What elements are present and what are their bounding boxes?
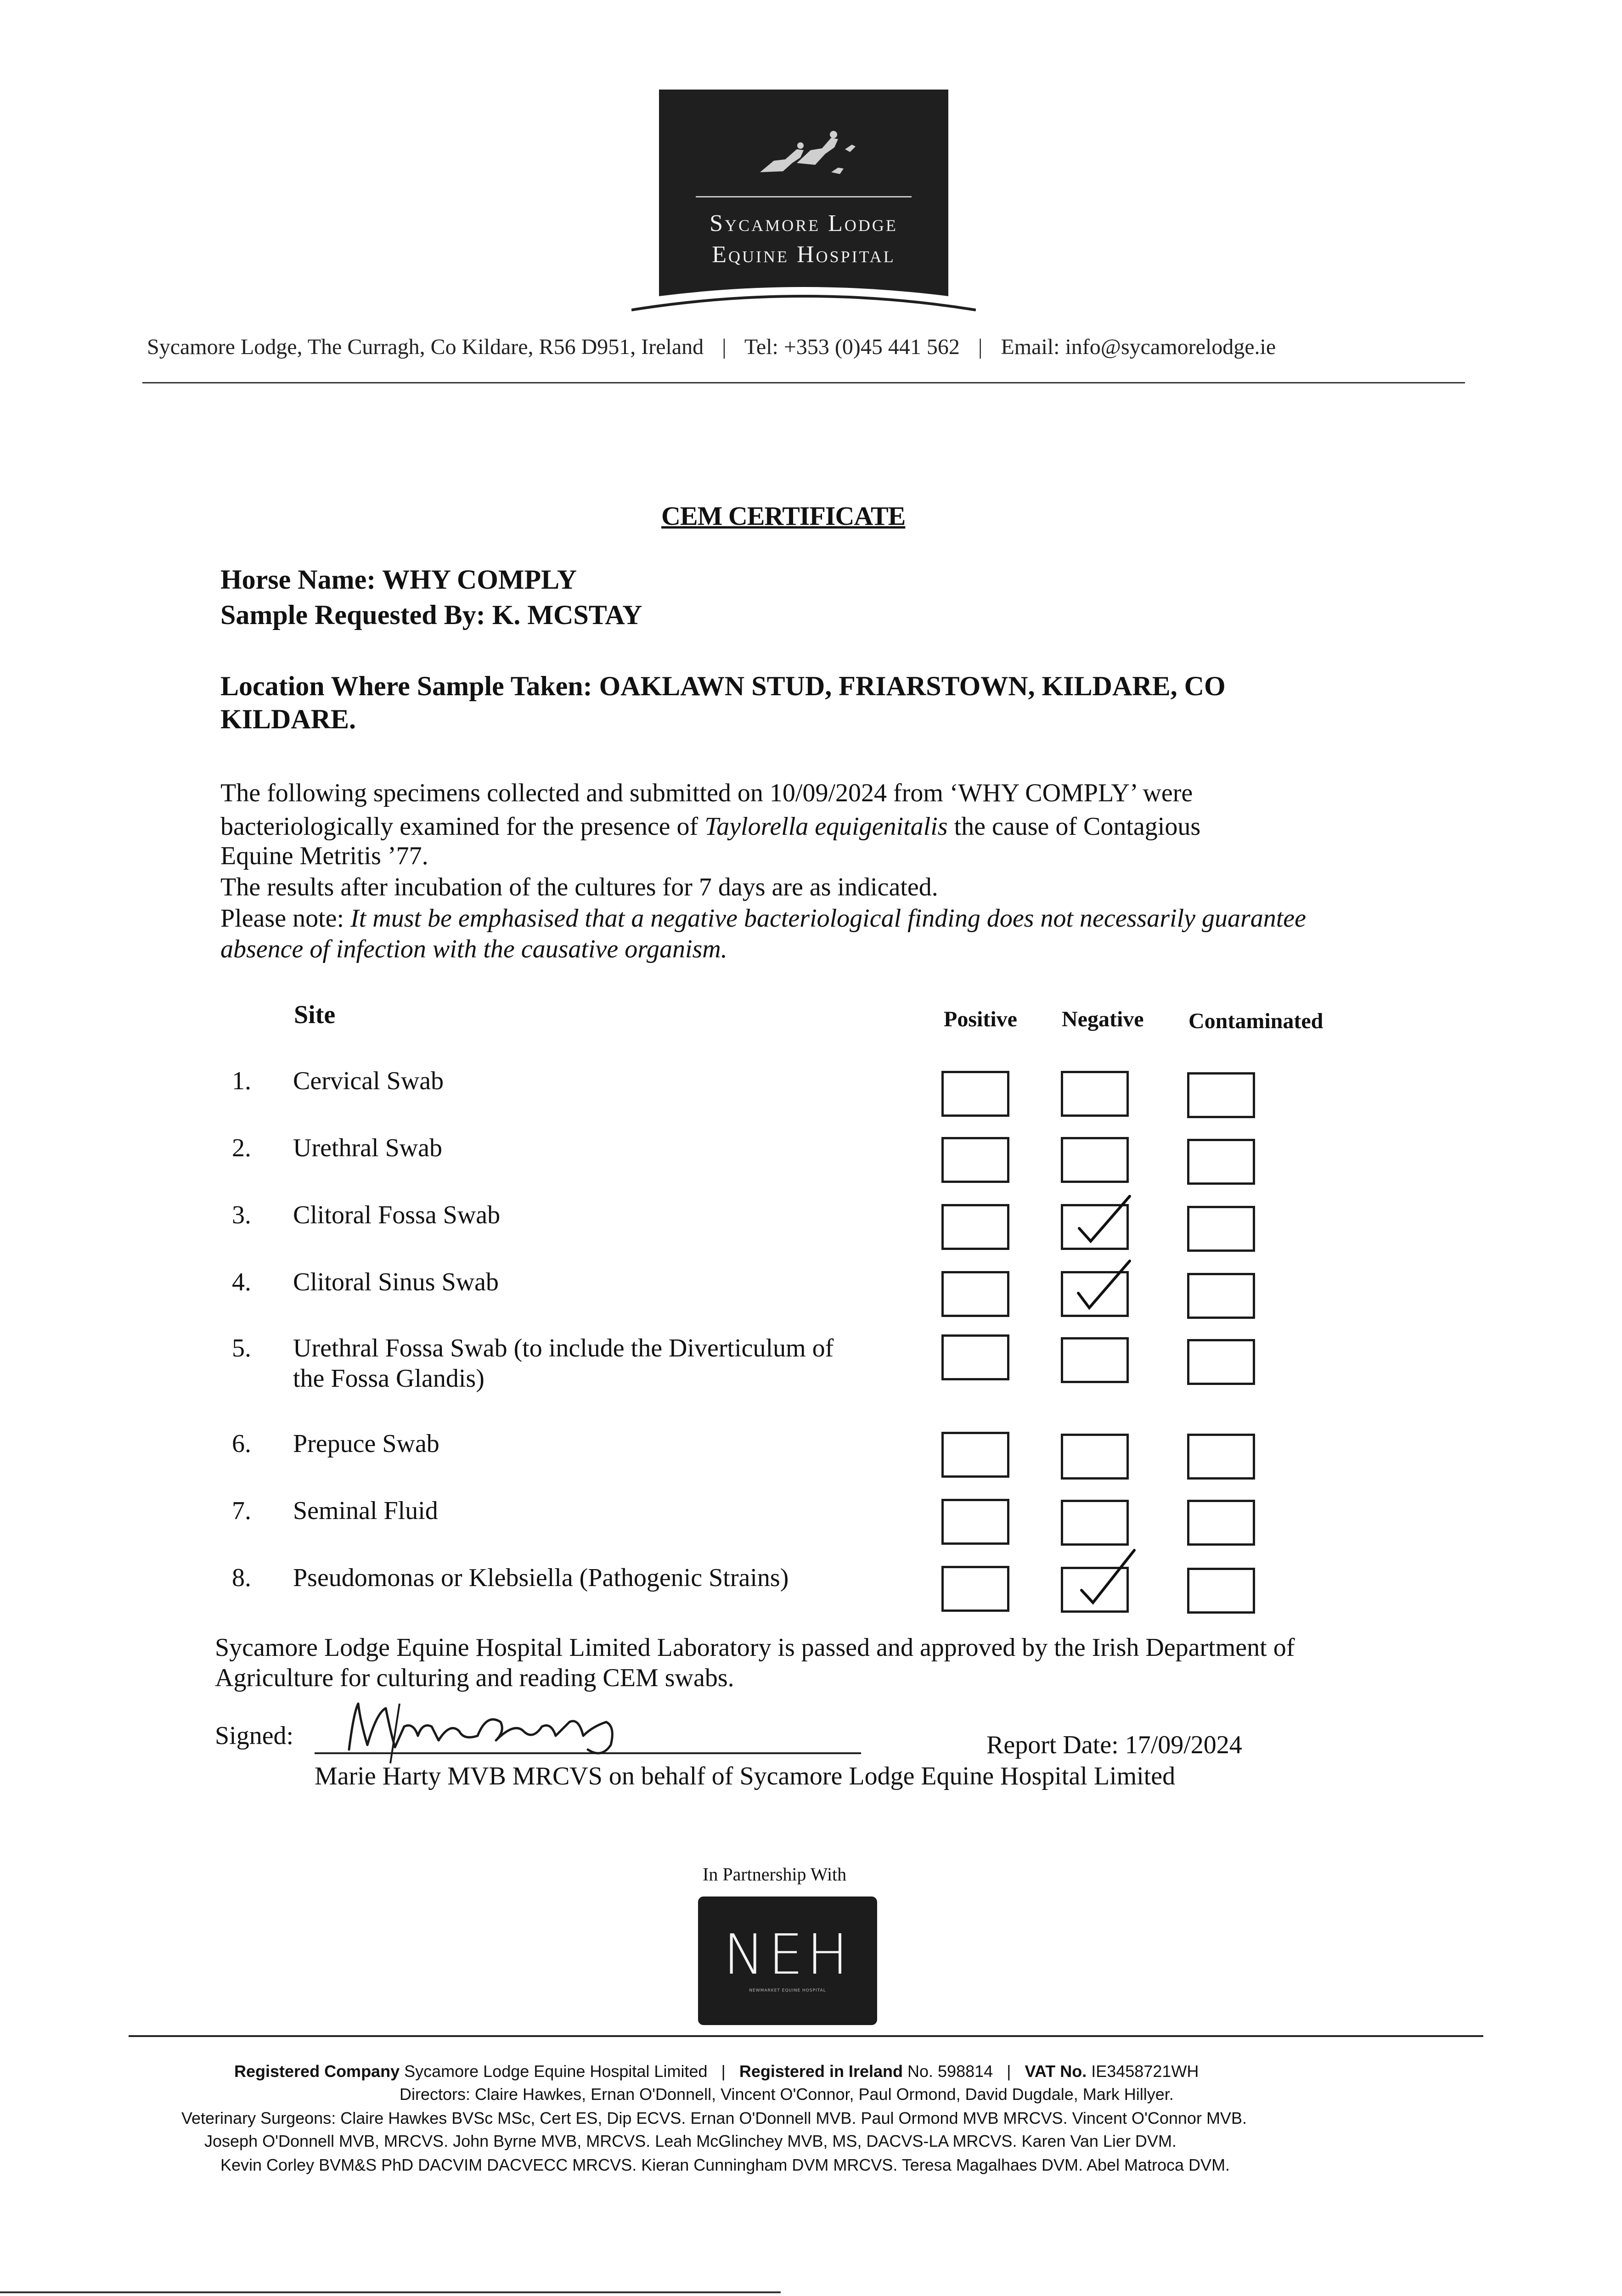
contaminated-header: Contaminated xyxy=(1188,1009,1324,1033)
intro-text: bacteriologically examined for the presence of xyxy=(220,812,705,841)
signature-image xyxy=(340,1694,661,1773)
reg-label: Registered Company xyxy=(234,2062,400,2081)
site-header: Site xyxy=(294,1001,336,1029)
report-date xyxy=(986,1730,1242,1760)
partner-label: In Partnership With xyxy=(703,1864,847,1885)
positive-checkbox[interactable] xyxy=(941,1566,1009,1612)
directors-line: Directors: Claire Hawkes, Ernan O'Donnell, Vincent O'Connor, Paul Ormond, David Dugdale, Mark Hillyer. xyxy=(400,2085,1174,2104)
neh-logo-text: NEH xyxy=(723,1923,852,1987)
positive-header: Positive xyxy=(944,1007,1017,1031)
location-value: OAKLAWN STUD, FRIARSTOWN, KILDARE, CO xyxy=(599,671,1226,701)
row-site: Prepuce Swab xyxy=(293,1429,439,1458)
positive-checkbox[interactable] xyxy=(941,1137,1009,1183)
checkmark-icon xyxy=(1065,1257,1134,1317)
row-site: Seminal Fluid xyxy=(293,1497,438,1525)
email-text: Email: info@sycamorelodge.ie xyxy=(1001,335,1276,359)
reg-ireland-value: No. 598814 xyxy=(907,2062,993,2081)
phone-text: Tel: +353 (0)45 441 562 xyxy=(744,335,960,359)
neh-logo xyxy=(698,1896,877,2025)
positive-checkbox[interactable] xyxy=(941,1204,1009,1250)
negative-checkbox[interactable] xyxy=(1061,1337,1129,1383)
contaminated-checkbox[interactable] xyxy=(1187,1434,1255,1480)
horse-name-label: Horse Name: xyxy=(220,564,376,595)
note-text: It must be emphasised that a negative bacteriological finding does not necessarily guarantee xyxy=(350,904,1307,933)
row-number: 7. xyxy=(232,1497,251,1525)
horse-name-value: WHY COMPLY xyxy=(382,564,577,595)
address-text: Sycamore Lodge, The Curragh, Co Kildare, R56 D951, Ireland xyxy=(147,335,704,359)
approval-line-1: Sycamore Lodge Equine Hospital Limited Laboratory is passed and approved by the Irish Department of xyxy=(215,1633,1295,1662)
signed-label: Signed: xyxy=(215,1722,294,1750)
vat-value: IE3458721WH xyxy=(1091,2062,1199,2081)
vets-line-3: Kevin Corley BVM&S PhD DACVIM DACVECC MRCVS. Kieran Cunningham DVM MRCVS. Teresa Magalhaes DVM. Abel Matroca DVM. xyxy=(220,2155,1230,2174)
location-label: Location Where Sample Taken: xyxy=(220,671,592,701)
row-site: Clitoral Fossa Swab xyxy=(293,1201,501,1229)
positive-checkbox[interactable] xyxy=(941,1334,1009,1380)
negative-checkbox[interactable] xyxy=(1061,1137,1129,1183)
contaminated-checkbox[interactable] xyxy=(1187,1206,1255,1252)
vets-line-1: Veterinary Surgeons: Claire Hawkes BVSc MSc, Cert ES, Dip ECVS. Ernan O'Donnell MVB. Paul Ormond MVB MRCVS. Vincent O'Connor MVB. xyxy=(181,2109,1247,2127)
approval-line-2: Agriculture for culturing and reading CEM swabs. xyxy=(215,1664,734,1692)
registration-line xyxy=(234,2062,1199,2081)
positive-checkbox[interactable] xyxy=(941,1432,1009,1478)
row-number: 2. xyxy=(232,1134,251,1162)
row-number: 6. xyxy=(232,1429,251,1458)
separator: | xyxy=(721,2062,726,2081)
hospital-logo xyxy=(659,90,948,287)
checkmark-icon xyxy=(1065,1547,1139,1611)
note-text: absence of infection with the causative organism. xyxy=(220,935,727,963)
requested-by-value: K. MCSTAY xyxy=(492,600,642,630)
row-number: 8. xyxy=(232,1564,251,1592)
separator: | xyxy=(1007,2062,1011,2081)
requested-by-label: Sample Requested By: xyxy=(220,600,485,630)
contact-line xyxy=(147,334,1470,360)
intro-line-2 xyxy=(220,812,1200,841)
report-date-value: 17/09/2024 xyxy=(1125,1731,1242,1759)
horses-racing-icon xyxy=(742,117,866,191)
row-number: 5. xyxy=(232,1334,251,1362)
positive-checkbox[interactable] xyxy=(941,1271,1009,1317)
intro-line-1: The following specimens collected and submitted on 10/09/2024 from ‘WHY COMPLY’ were xyxy=(220,779,1193,807)
note-label: Please note: xyxy=(220,904,351,933)
signatory-line: Marie Harty MVB MRCVS on behalf of Sycamore Lodge Equine Hospital Limited xyxy=(315,1762,1176,1790)
reg-ireland-label: Registered in Ireland xyxy=(739,2062,903,2081)
row-number: 3. xyxy=(232,1201,251,1229)
positive-checkbox[interactable] xyxy=(941,1071,1009,1117)
row-site: Cervical Swab xyxy=(293,1067,444,1095)
requested-by-line xyxy=(220,599,642,631)
location-line-2: KILDARE. xyxy=(220,704,356,734)
header-divider xyxy=(142,382,1465,383)
negative-checkbox[interactable] xyxy=(1061,1434,1129,1480)
certificate-title: CEM CERTIFICATE xyxy=(661,501,906,531)
negative-header: Negative xyxy=(1062,1007,1144,1031)
separator: | xyxy=(722,335,727,359)
row-number: 4. xyxy=(232,1268,251,1296)
row-site: Urethral Swab xyxy=(293,1134,443,1162)
location-line xyxy=(220,670,1226,702)
logo-divider xyxy=(696,196,912,197)
intro-text: the cause of Contagious xyxy=(947,812,1201,841)
intro-line-3: Equine Metritis ’77. xyxy=(220,842,428,870)
row-site: Urethral Fossa Swab (to include the Diverticulum of xyxy=(293,1334,834,1362)
horse-name-line xyxy=(220,564,577,596)
contaminated-checkbox[interactable] xyxy=(1187,1568,1255,1614)
contaminated-checkbox[interactable] xyxy=(1187,1072,1255,1118)
vat-label: VAT No. xyxy=(1025,2062,1087,2081)
row-site: Clitoral Sinus Swab xyxy=(293,1268,499,1296)
note-line-2 xyxy=(220,934,727,964)
note-line-1 xyxy=(220,904,1306,933)
positive-checkbox[interactable] xyxy=(941,1499,1009,1545)
checkmark-icon xyxy=(1065,1192,1134,1251)
row-site: Pseudomonas or Klebsiella (Pathogenic Strains) xyxy=(293,1564,789,1592)
organism-name: Taylorella equigenitalis xyxy=(704,812,948,841)
logo-ribbon xyxy=(631,282,976,333)
neh-logo-subtext: NEWMARKET EQUINE HOSPITAL xyxy=(749,1988,826,1993)
contaminated-checkbox[interactable] xyxy=(1187,1500,1255,1546)
negative-checkbox[interactable] xyxy=(1061,1071,1129,1117)
row-number: 1. xyxy=(232,1067,251,1095)
intro-line-4: The results after incubation of the cultures for 7 days are as indicated. xyxy=(220,873,938,901)
vets-line-2: Joseph O'Donnell MVB, MRCVS. John Byrne MVB, MRCVS. Leah McGlinchey MVB, MS, DACVS-LA MRCVS. Karen Van Lier DVM. xyxy=(204,2132,1177,2150)
page-bottom-rule xyxy=(0,2291,781,2293)
negative-checkbox[interactable] xyxy=(1061,1500,1129,1546)
contaminated-checkbox[interactable] xyxy=(1187,1273,1255,1319)
logo-line-1: Sycamore Lodge xyxy=(710,210,898,236)
reg-value: Sycamore Lodge Equine Hospital Limited xyxy=(404,2062,708,2081)
footer-divider xyxy=(129,2035,1483,2037)
report-date-label: Report Date: xyxy=(986,1731,1119,1759)
logo-line-2: Equine Hospital xyxy=(712,242,895,268)
contaminated-checkbox[interactable] xyxy=(1187,1139,1255,1185)
contaminated-checkbox[interactable] xyxy=(1187,1339,1255,1385)
separator: | xyxy=(978,335,983,359)
row-site-line-2: the Fossa Glandis) xyxy=(293,1364,484,1393)
